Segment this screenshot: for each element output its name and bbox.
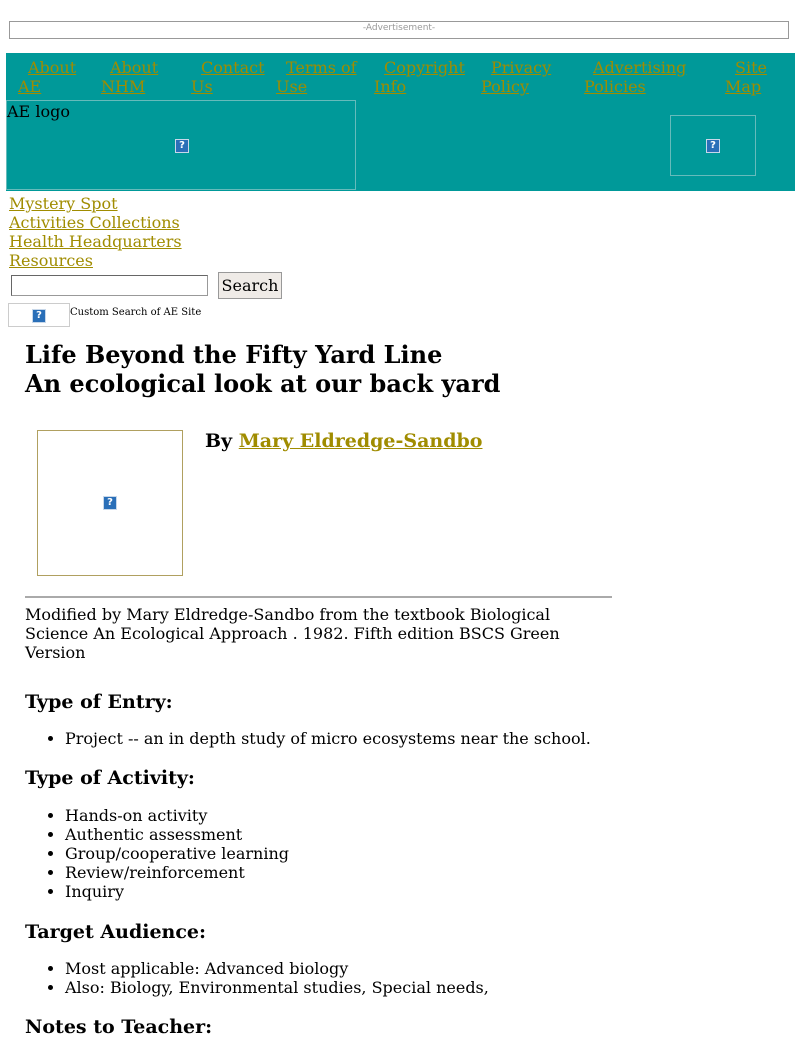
custom-search-label: Custom Search of AE Site [70,307,202,318]
nav-site-map[interactable] [725,58,767,96]
broken-image-icon: ? [706,139,720,153]
broken-image-icon: ? [175,139,189,153]
nav-label: Privacy [491,58,552,77]
nav-label: Copyright [384,58,465,77]
nav-copyright-info[interactable] [374,58,465,96]
nav-about-nhm[interactable] [101,58,158,96]
header-banner-image[interactable] [670,115,756,176]
list-item: • Group/cooperative learning [65,844,615,863]
nav-contact-us[interactable] [191,58,265,96]
nav-privacy-policy[interactable] [481,58,551,96]
nav-about-ae[interactable] [18,58,76,96]
nav-health-headquarters[interactable]: Health Headquarters [9,232,182,251]
target-audience-list [25,959,615,997]
author-link[interactable]: Mary Eldredge-Sandbo [238,430,483,452]
nav-label: NHM [101,77,146,96]
source-note: Modified by Mary Eldredge-Sandbo from the textbook Biological Science An Ecological Approach . 1982. Fifth edition BSCS Green Version [25,605,560,662]
nav-terms-of-use[interactable] [276,58,357,96]
type-of-entry-list [25,729,615,748]
nav-label: Site [735,58,767,77]
ae-logo-link[interactable] [6,100,356,190]
list-item: • Also: Biology, Environmental studies, Special needs, [65,978,615,997]
custom-search-badge [8,303,70,327]
section-heading-type-of-entry: Type of Entry: [25,691,173,713]
top-nav [6,58,795,98]
author-photo [37,430,183,576]
advertisement-banner[interactable] [9,21,789,39]
type-of-activity-list [25,806,615,901]
broken-image-icon: ? [103,496,117,510]
nav-label: Policies [584,77,646,96]
nav-label: About [28,58,77,77]
byline [205,430,482,453]
divider [25,596,612,598]
nav-label: Use [276,77,308,96]
list-item: • Most applicable: Advanced biology [65,959,615,978]
nav-label: About [110,58,159,77]
nav-label: AE [18,77,42,96]
site-header [6,53,795,191]
section-nav [9,194,182,270]
nav-label: Us [191,77,213,96]
nav-label: Terms of [286,58,357,77]
section-heading-type-of-activity: Type of Activity: [25,767,195,789]
nav-resources[interactable]: Resources [9,251,93,270]
nav-mystery-spot[interactable]: Mystery Spot [9,194,118,213]
nav-advertising-policies[interactable] [584,58,686,96]
search-input[interactable] [11,275,208,296]
nav-label: Info [374,77,407,96]
byline-prefix: By [205,430,233,452]
advertisement-label: -Advertisement- [362,23,436,33]
nav-label: Map [725,77,762,96]
page-title [25,340,500,398]
article-body [25,605,615,1039]
nav-activities-collections[interactable]: Activities Collections [9,213,180,232]
section-heading-notes-to-teacher: Notes to Teacher: [25,1016,213,1038]
ae-logo-alt-text: AE logo [7,102,70,121]
list-item: • Inquiry [65,882,615,901]
list-item: • Review/reinforcement [65,863,615,882]
list-item: • Project -- an in depth study of micro ecosystems near the school. [65,729,615,748]
search-button[interactable]: Search [218,272,282,299]
broken-image-icon: ? [32,309,46,323]
title-line-2: An ecological look at our back yard [25,369,501,398]
nav-label: Contact [201,58,265,77]
nav-label: Advertising [593,58,687,77]
title-line-1: Life Beyond the Fifty Yard Line [25,340,443,369]
nav-label: Policy [481,77,529,96]
section-heading-target-audience: Target Audience: [25,921,207,943]
list-item: • Authentic assessment [65,825,615,844]
list-item: • Hands-on activity [65,806,615,825]
